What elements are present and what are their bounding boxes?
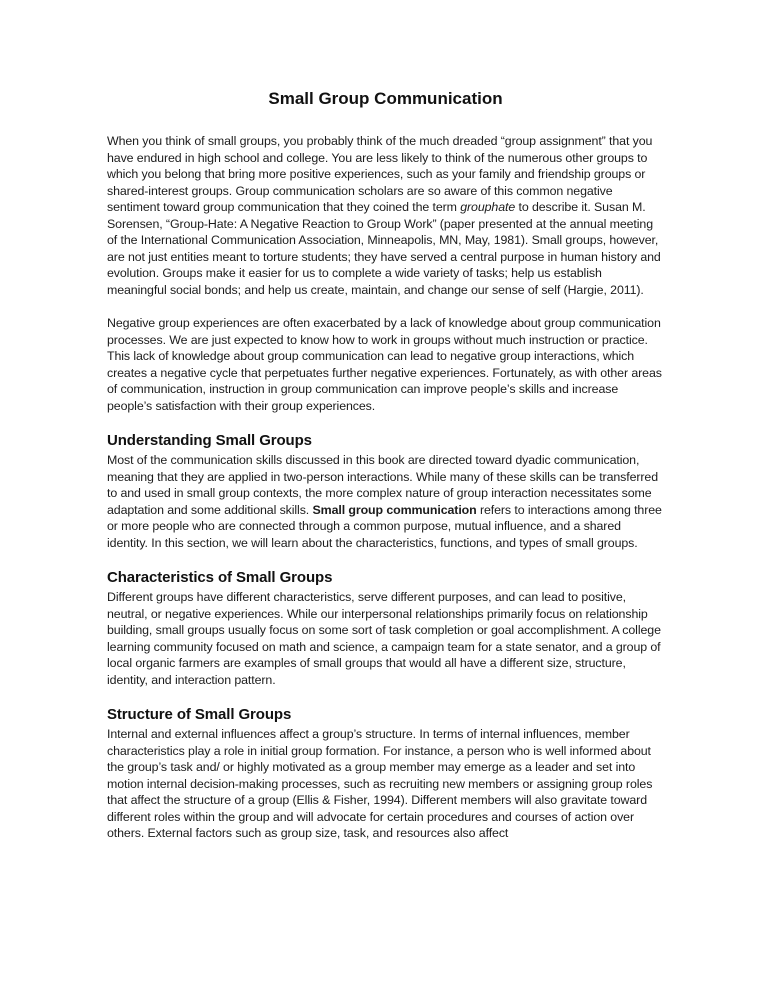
text-run-italic-grouphate: grouphate [460,200,516,214]
section-paragraph [107,589,664,688]
text-run: Most of the communication skills discussed in this book are directed toward dyadic communication, meaning that they are applied in two-person interactions. While many of these skills can be transferred to and used in small group contexts, the more complex nature of group interaction necessitates some adaptation and some additional skills. [107,453,659,517]
text-run-bold-key-term: Small group communication [312,502,477,517]
section-heading: Characteristics of Small Groups [107,569,333,586]
text-run: Different groups have different characteristics, serve different purposes, and can lead to positive, neutral, or negative experiences. While our interpersonal relationships primarily focus on relationship building, small groups usually focus on some sort of task completion or goal accomplishment. A college learning community focused on math and science, a campaign team for a state senator, and a group of local organic farmers are examples of small groups that would all have a different size, structure, identity, and interaction pattern. [107,590,661,687]
text-run: refers to interactions among three or more people who are connected through a common purpose, mutual influence, and a shared identity. In this section, we will learn about the characteristics, functions, and types of small groups. [107,502,662,550]
section-structure-of-small-groups [107,705,664,842]
text-run: Internal and external influences affect a group’s structure. In terms of internal influences, member characteristics play a role in initial group formation. For instance, a person who is well informed about the group’s task and/ or highly motivated as a group member may emerge as a leader and set into motion internal decision-making processes, such as recruiting new members or assigning group roles that affect the structure of a group (Ellis & Fisher, 1994). Different members will also gravitate toward different roles within the group and will advocate for certain procedures and courses of action over others. External factors such as group size, task, and resources also affect [107,727,653,840]
section-paragraph [107,726,664,842]
section-heading: Understanding Small Groups [107,432,312,449]
intro-paragraph-1 [107,133,664,298]
text-run: to describe it. Susan M. Sorensen, “Group-Hate: A Negative Reaction to Group Work” (paper presented at the annual meeting of the International Communication Association, Minneapolis, MN, May, 1981). Small groups, however, are not just entities meant to torture students; they have served a central purpose in human history and evolution. Groups make it easier for us to complete a wide variety of tasks; help us establish meaningful social bonds; and help us create, maintain, and change our sense of self (Hargie, 2011). [107,200,661,297]
section-characteristics-of-small-groups [107,568,664,688]
intro-paragraph-2 [107,315,664,414]
text-run: When you think of small groups, you probably think of the much dreaded “group assignment” that you have endured in high school and college. You are less likely to think of the numerous other groups to which you belong that bring more positive experiences, such as your family and friendship groups or shared-interest groups. Group communication scholars are so aware of this common negative sentiment toward group communication that they coined the term [107,134,653,214]
section-understanding-small-groups [107,431,664,551]
section-heading: Structure of Small Groups [107,706,292,723]
section-paragraph [107,452,664,551]
document-title: Small Group Communication [268,89,503,108]
text-run: Negative group experiences are often exacerbated by a lack of knowledge about group communication processes. We are just expected to know how to work in groups without much instruction or practice. This lack of knowledge about group communication can lead to negative group interactions, which creates a negative cycle that perpetuates further negative experiences. Fortunately, as with other areas of communication, instruction in group communication can improve people’s skills and increase people’s satisfaction with their group experiences. [107,316,662,413]
